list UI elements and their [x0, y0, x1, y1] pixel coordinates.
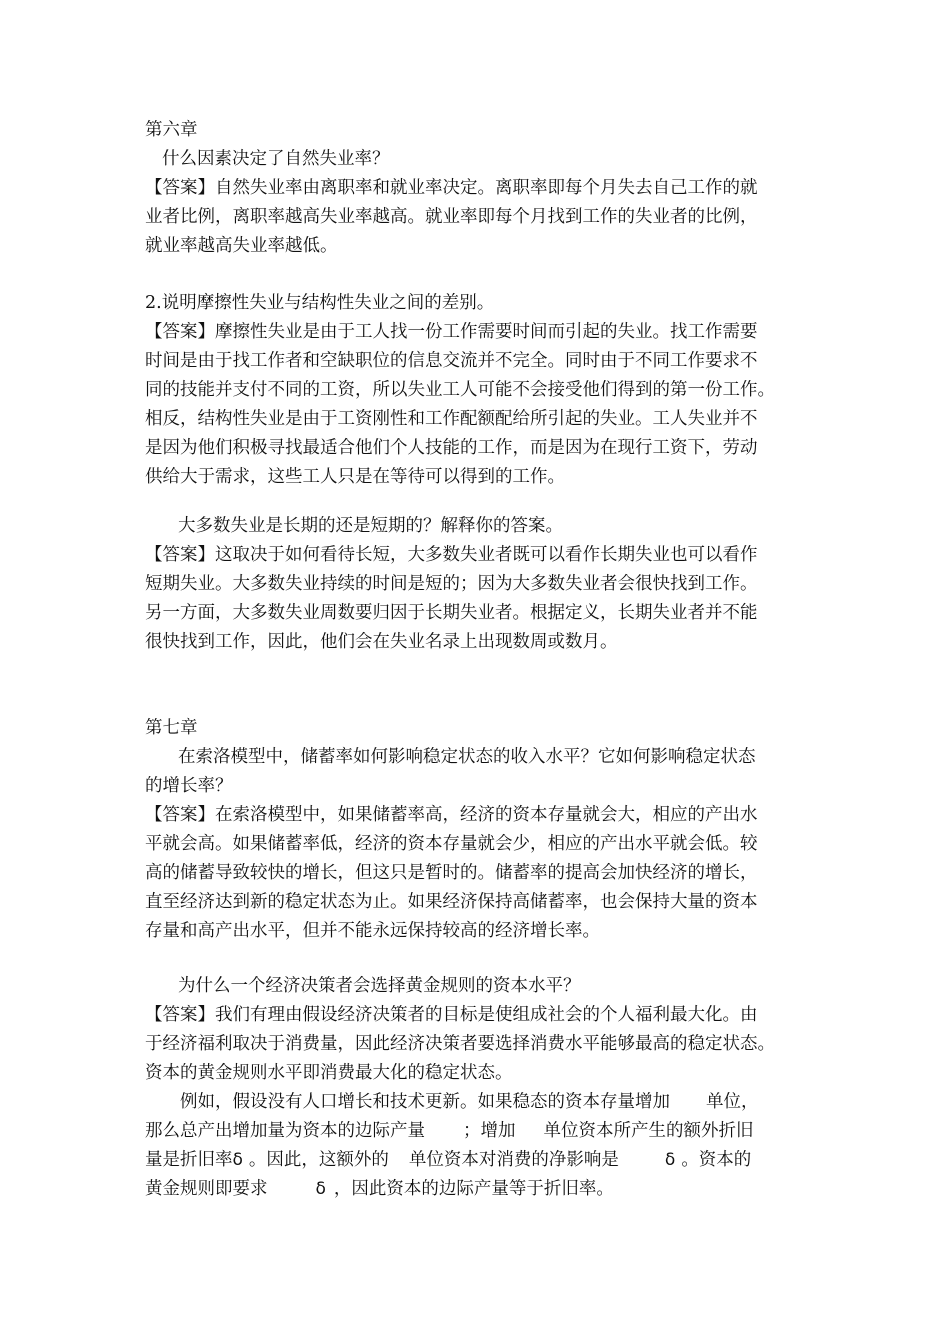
ch7-q1-answer-line: 直至经济达到新的稳定状态为止。如果经济保持高储蓄率，也会保持大量的资本: [145, 892, 758, 912]
ch6-q2-answer-line: 是因为他们积极寻找最适合他们个人技能的工作，而是因为在现行工资下，劳动: [145, 438, 758, 458]
ch7-q1-answer-line: 高的储蓄导致较快的增长，但这只是暂时的。储蓄率的提高会加快经济的增长，: [145, 863, 758, 883]
ch7-q1-question-line: 在索洛模型中，储蓄率如何影响稳定状态的收入水平？它如何影响稳定状态: [178, 747, 756, 767]
ch7-q1-question-line: 的增长率？: [145, 776, 233, 796]
example-text: 单位资本所产生的额外折旧: [543, 1121, 754, 1141]
example-text: 。因此，这额外的: [248, 1150, 389, 1170]
ch7-example-line: [145, 1117, 825, 1146]
example-text: 量是折旧率: [145, 1150, 233, 1170]
ch6-q1-answer-line: 就业率越高失业率越低。: [145, 236, 338, 256]
ch7-example-line: [180, 1088, 860, 1117]
delta-symbol: δ: [315, 1179, 326, 1199]
chapter6-heading: 第六章: [145, 120, 198, 140]
ch6-q3-answer-line: 【答案】这取决于如何看待长短，大多数失业者既可以看作长期失业也可以看作: [145, 545, 758, 565]
ch6-q3-answer-line: 很快找到工作，因此，他们会在失业名录上出现数周或数月。: [145, 632, 618, 652]
ch7-q1-answer-line: 存量和高产出水平，但并不能永远保持较高的经济增长率。: [145, 921, 600, 941]
ch6-q2-answer-line: 供给大于需求，这些工人只是在等待可以得到的工作。: [145, 467, 565, 487]
ch7-q1-answer-line: 【答案】在索洛模型中，如果储蓄率高，经济的资本存量就会大，相应的产出水: [145, 805, 758, 825]
example-text: 单位资本对消费的净影响是: [408, 1150, 619, 1170]
ch7-q2-answer-line: 于经济福利取决于消费量，因此经济决策者要选择消费水平能够最高的稳定状态。: [145, 1034, 775, 1054]
ch6-q2-question: 2.说明摩擦性失业与结构性失业之间的差别。: [145, 293, 495, 313]
delta-symbol: δ: [664, 1150, 676, 1170]
delta-symbol: δ: [232, 1150, 243, 1170]
ch6-q2-answer-line: 同的技能并支付不同的工资，所以失业工人可能不会接受他们得到的第一份工作。: [145, 380, 775, 400]
ch6-q3-answer-line: 短期失业。大多数失业持续的时间是短的；因为大多数失业者会很快找到工作。: [145, 574, 758, 594]
ch7-q2-question: 为什么一个经济决策者会选择黄金规则的资本水平？: [178, 976, 581, 996]
ch6-q3-question: 大多数失业是长期的还是短期的？解释你的答案。: [178, 516, 563, 536]
ch6-q2-answer-line: 【答案】摩擦性失业是由于工人找一份工作需要时间而引起的失业。找工作需要: [145, 322, 758, 342]
ch7-example-line: [145, 1175, 825, 1204]
chapter7-heading: 第七章: [145, 718, 198, 738]
example-text: ，因此资本的边际产量等于折旧率。: [333, 1179, 614, 1199]
ch6-q2-answer-line: 相反，结构性失业是由于工资刚性和工作配额配给所引起的失业。工人失业并不: [145, 409, 758, 429]
ch6-q1-answer-line: 业者比例，离职率越高失业率越高。就业率即每个月找到工作的失业者的比例，: [145, 207, 758, 227]
ch6-q1-question: 什么因素决定了自然失业率？: [162, 149, 390, 169]
ch7-q1-answer-line: 平就会高。如果储蓄率低，经济的资本存量就会少，相应的产出水平就会低。较: [145, 834, 758, 854]
example-text: ；增加: [463, 1121, 516, 1141]
example-text: 那么总产出增加量为资本的边际产量: [145, 1121, 425, 1141]
ch7-q2-answer-line: 【答案】我们有理由假设经济决策者的目标是使组成社会的个人福利最大化。由: [145, 1005, 758, 1025]
ch6-q3-answer-line: 另一方面，大多数失业周数要归因于长期失业者。根据定义，长期失业者并不能: [145, 603, 758, 623]
ch6-q1-answer-line: 【答案】自然失业率由离职率和就业率决定。离职率即每个月失去自己工作的就: [145, 178, 758, 198]
example-text: 例如，假设没有人口增长和技术更新。如果稳态的资本存量增加: [180, 1092, 670, 1112]
example-text: 黄金规则即要求: [145, 1179, 268, 1199]
ch7-q2-answer-line: 资本的黄金规则水平即消费最大化的稳定状态。: [145, 1063, 513, 1083]
ch7-example-line: [145, 1146, 825, 1175]
ch6-q2-answer-line: 时间是由于找工作者和空缺职位的信息交流并不完全。同时由于不同工作要求不: [145, 351, 758, 371]
example-text: 。资本的: [681, 1150, 752, 1170]
example-text: 单位，: [706, 1092, 759, 1112]
